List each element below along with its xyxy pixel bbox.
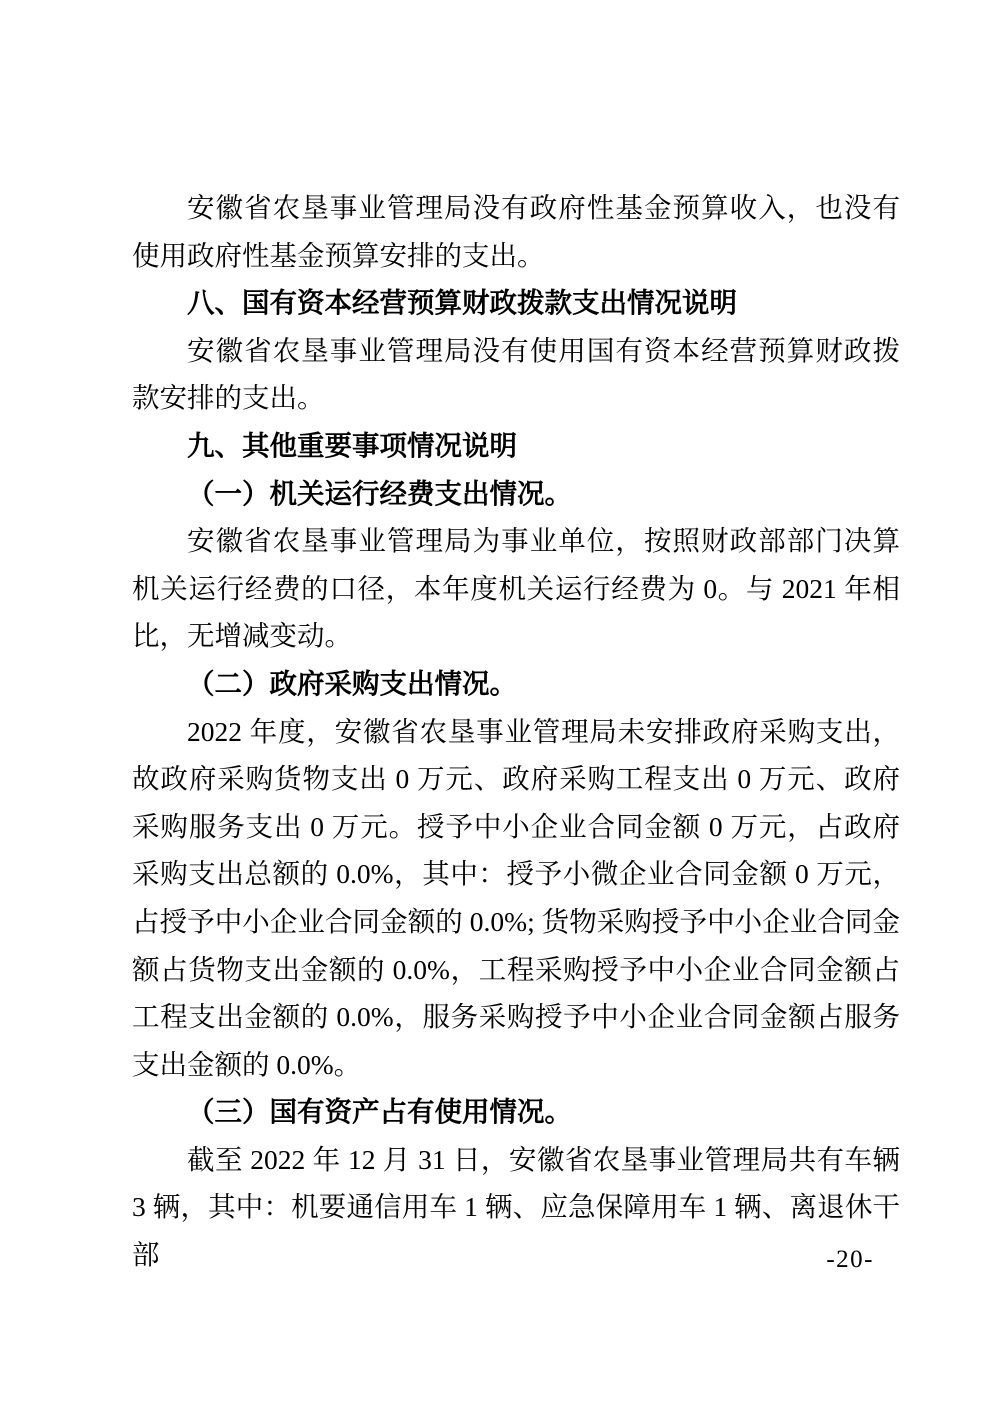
body-paragraph: 2022 年度，安徽省农垦事业管理局未安排政府采购支出，故政府采购货物支出 0 万元、政府采购工程支出 0 万元、政府采购服务支出 0 万元。授予中小企业合同金额 0 万元，占政府采购支出总额的 0.0%，其中：授予小微企业合同金额 0 万元，占授予中小企业合同金额的 0.0%; 货物采购授予中小企业合同金额占货物支出金额的 0.0%，工程采购授予中小企业合同金额占工程支出金额的 0.0%，服务采购授予中小企业合同金额占服务支出金额的 0.0%。 <box>132 715 900 1080</box>
body-paragraph: 安徽省农垦事业管理局没有使用国有资本经营预算财政拨款安排的支出。 <box>132 334 900 414</box>
section-heading: 八、国有资本经营预算财政拨款支出情况说明 <box>187 287 737 319</box>
section-heading: 九、其他重要事项情况说明 <box>187 429 517 461</box>
body-paragraph: 安徽省农垦事业管理局为事业单位，按照财政部部门决算机关运行经费的口径，本年度机关运行经费为 0。与 2021 年相比，无增减变动。 <box>132 525 900 652</box>
section-heading: （一）机关运行经费支出情况。 <box>187 477 572 509</box>
document-body <box>132 184 900 1279</box>
section-heading: （二）政府采购支出情况。 <box>187 667 517 699</box>
page-number: -20- <box>826 1246 874 1273</box>
body-paragraph: 安徽省农垦事业管理局没有政府性基金预算收入，也没有使用政府性基金预算安排的支出。 <box>132 192 900 271</box>
body-paragraph: 截至 2022 年 12 月 31 日，安徽省农垦事业管理局共有车辆 3 辆，其中：机要通信用车 1 辆、应急保障用车 1 辆、离退休干部 <box>132 1143 900 1271</box>
section-heading: （三）国有资产占有使用情况。 <box>187 1096 572 1128</box>
